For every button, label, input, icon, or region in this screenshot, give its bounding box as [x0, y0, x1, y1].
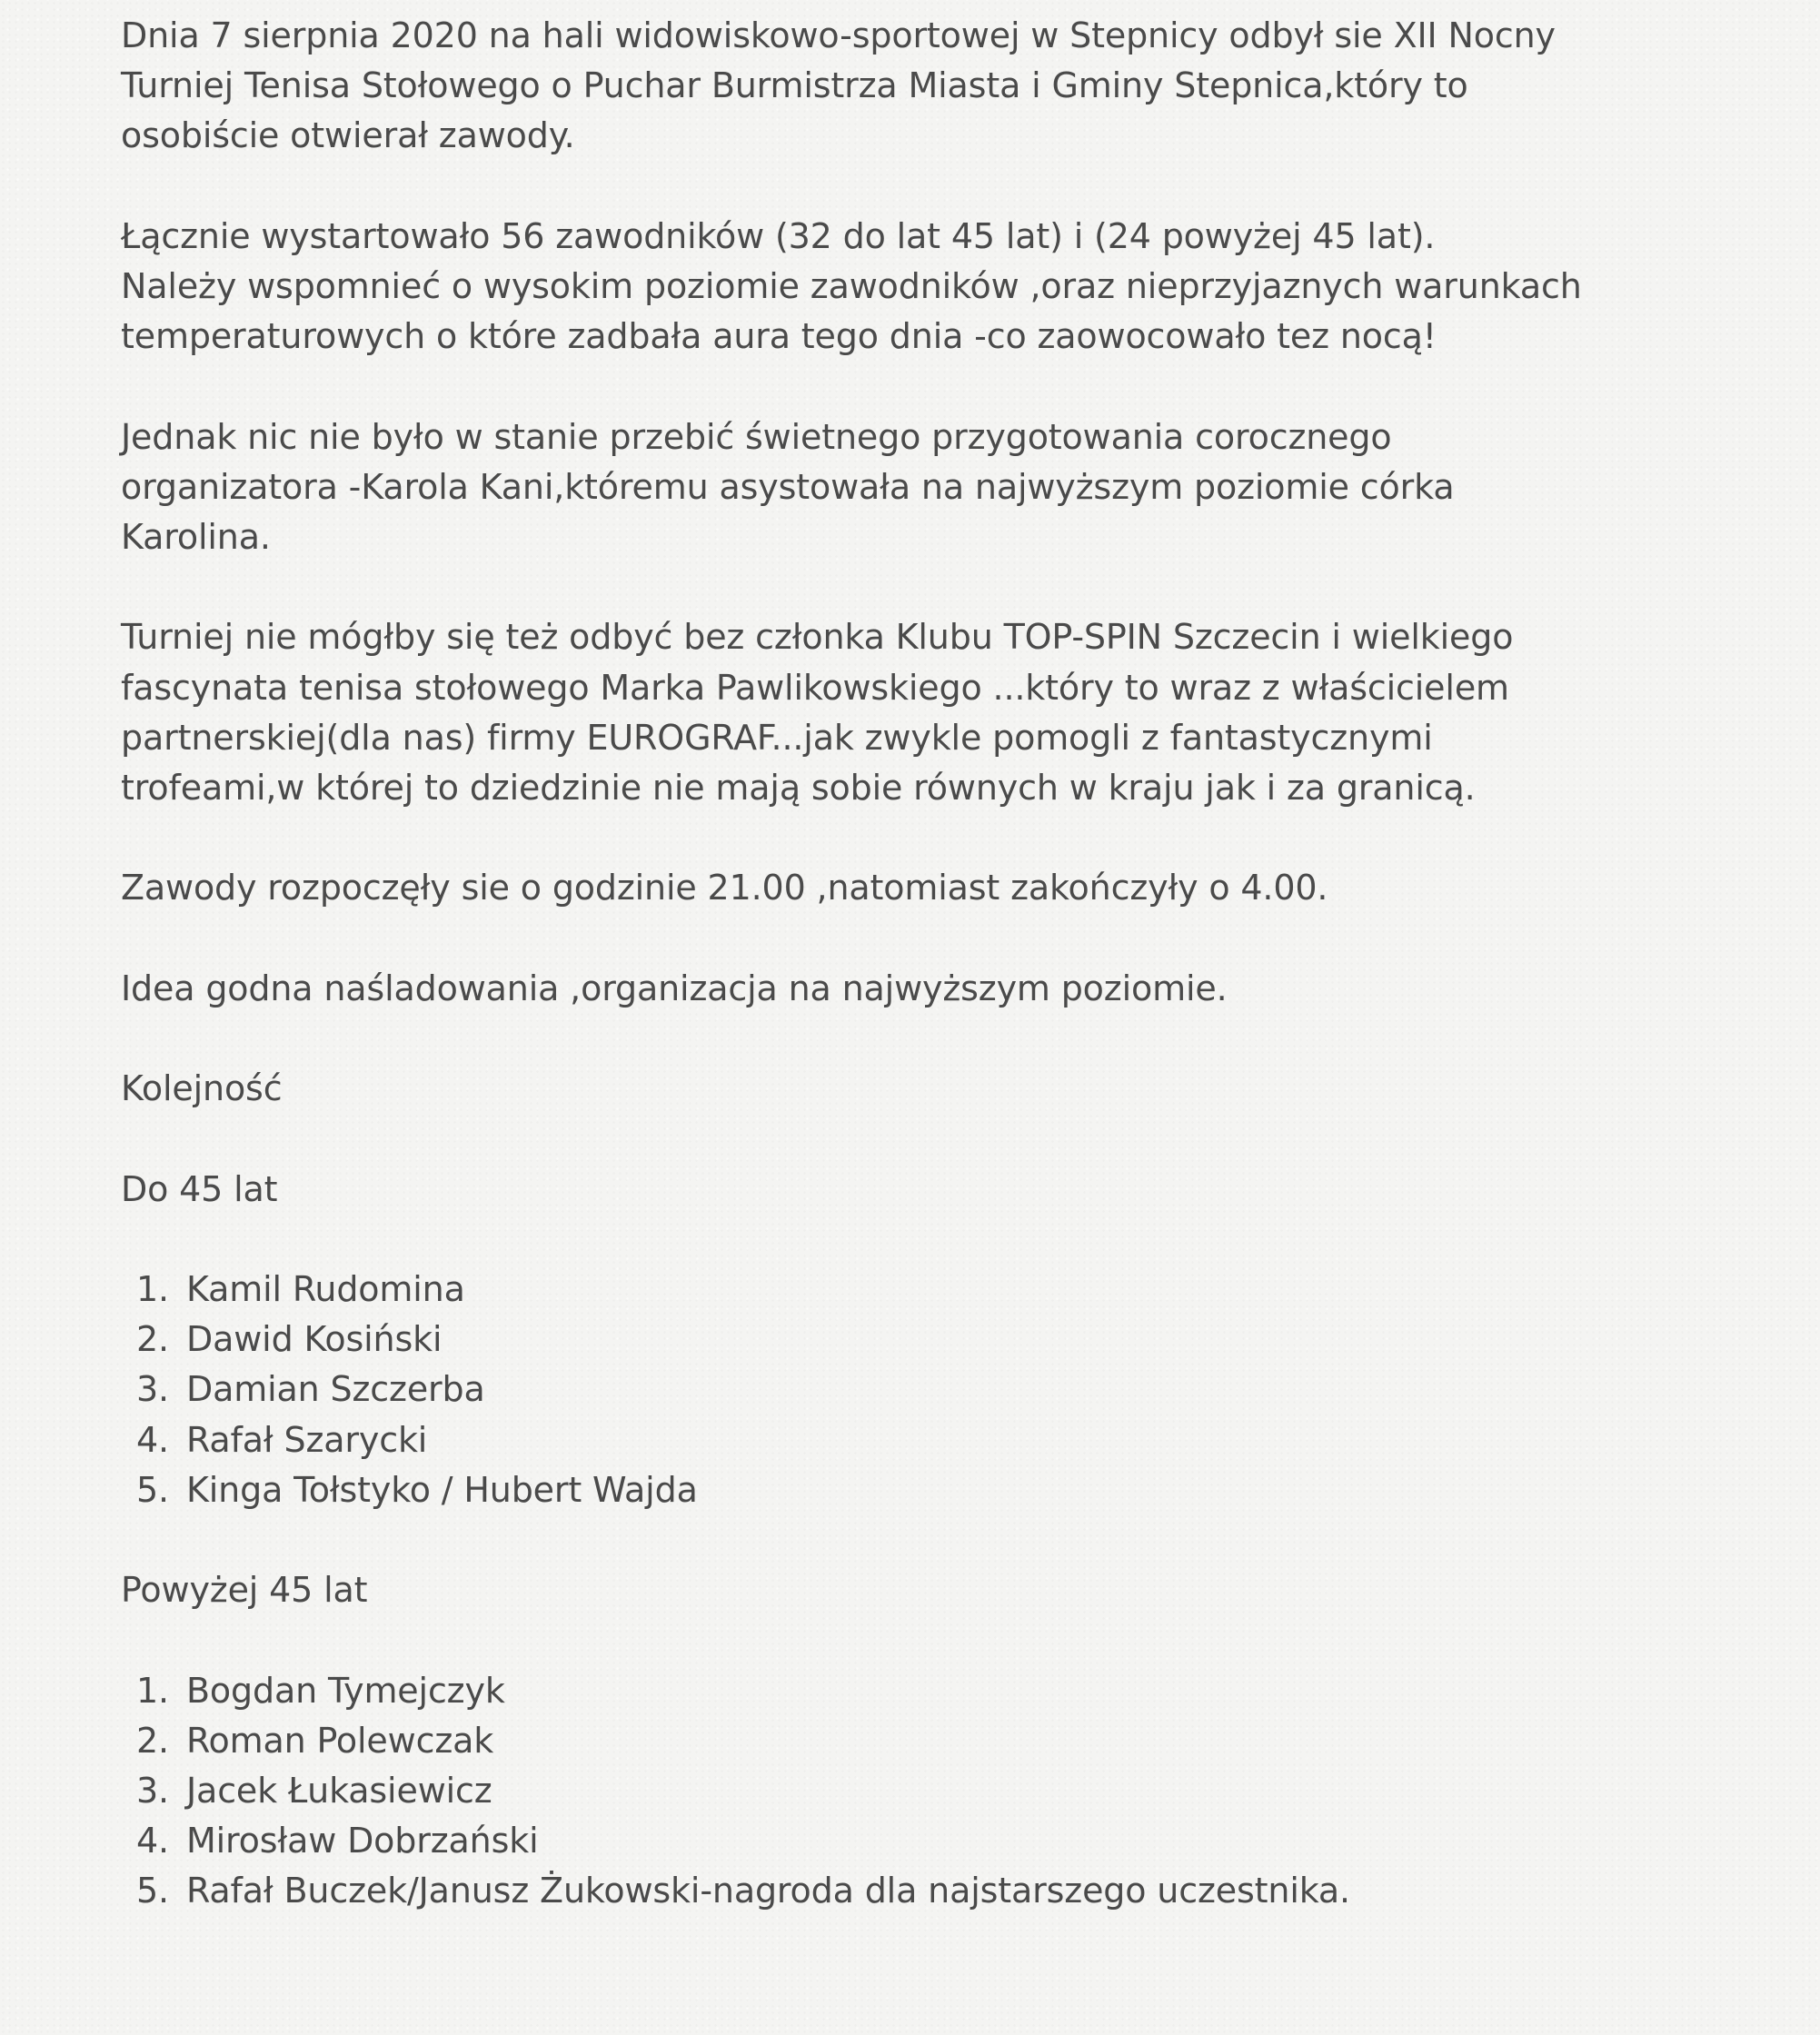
ranking-title: Kolejność: [121, 1068, 283, 1109]
list-item-number: 4.: [136, 1821, 169, 1861]
list-item: [121, 1415, 1611, 1465]
blank-line: [121, 914, 1611, 964]
list-item-name: Roman Polewczak: [186, 1720, 494, 1761]
blank-line: [121, 162, 1611, 212]
list-item-number: 3.: [136, 1369, 169, 1410]
list-item: [121, 1265, 1611, 1315]
note-body[interactable]: [121, 11, 1611, 1917]
list-item-name: Rafał Buczek/Janusz Żukowski-nagroda dla najstarszego uczestnika.: [186, 1871, 1350, 1911]
list-item: [121, 1315, 1611, 1365]
blank-line: [121, 813, 1611, 863]
blank-line: [121, 1215, 1611, 1265]
list-item-name: Bogdan Tymejczyk: [186, 1670, 505, 1711]
list-item-number: 5.: [136, 1871, 169, 1911]
list-item-number: 4.: [136, 1419, 169, 1460]
list-item: [121, 1816, 1611, 1866]
list-item: [121, 1365, 1611, 1415]
ranking-list-over-45: [121, 1666, 1611, 1917]
list-item-number: 1.: [136, 1268, 169, 1309]
paragraph-intro: Dnia 7 sierpnia 2020 na hali widowiskowo-sportowej w Stepnicy odbył sie XII Nocny Turniej Tenisa Stołowego o Puchar Burmistrza Miasta i Gminy Stepnica,który to osobiście otwierał zawody.: [121, 15, 1556, 156]
paragraph-organizer: Jednak nic nie było w stanie przebić świetnego przygotowania corocznego organizatora -Karola Kani,któremu asystowała na najwyższym poziomie córka Karolina.: [121, 416, 1455, 557]
list-item: [121, 1666, 1611, 1716]
list-item-number: 1.: [136, 1670, 169, 1711]
blank-line: [121, 562, 1611, 612]
list-item: [121, 1766, 1611, 1816]
blank-line: [121, 362, 1611, 412]
list-item-number: 3.: [136, 1770, 169, 1811]
paragraph-sponsors: Turniej nie mógłby się też odbyć bez członka Klubu TOP-SPIN Szczecin i wielkiego fascynata tenisa stołowego Marka Pawlikowskiego ...który to wraz z właścicielem partnerskiej(dla nas) firmy EUROGRAF...jak zwykle pomogli z fantastycznymi trofeami,w której to dziedzinie nie mają sobie równych w kraju jak i za granicą.: [121, 617, 1514, 808]
paragraph-participants: Łącznie wystartowało 56 zawodników (32 do lat 45 lat) i (24 powyżej 45 lat). Należy wspomnieć o wysokim poziomie zawodników ,oraz nieprzyjaznych warunkach temperaturowych o które zadbała aura tego dnia -co zaowocowało tez nocą!: [121, 215, 1582, 357]
list-item-name: Mirosław Dobrzański: [186, 1821, 539, 1861]
list-item-name: Rafał Szarycki: [186, 1419, 428, 1460]
blank-line: [121, 1515, 1611, 1565]
ranking-list-under-45: [121, 1265, 1611, 1515]
paragraph-schedule: Zawody rozpoczęły sie o godzinie 21.00 ,natomiast zakończyły o 4.00.: [121, 868, 1328, 908]
list-item-name: Dawid Kosiński: [186, 1319, 443, 1360]
list-item: [121, 1716, 1611, 1766]
list-item-name: Jacek Łukasiewicz: [186, 1770, 492, 1811]
group-title-over-45: Powyżej 45 lat: [121, 1570, 368, 1611]
paragraph-summary: Idea godna naśladowania ,organizacja na najwyższym poziomie.: [121, 968, 1228, 1008]
list-item-number: 2.: [136, 1319, 169, 1360]
list-item: [121, 1866, 1611, 1916]
list-item: [121, 1465, 1611, 1515]
list-item-number: 5.: [136, 1469, 169, 1510]
list-item-number: 2.: [136, 1720, 169, 1761]
list-item-name: Kinga Tołstyko / Hubert Wajda: [186, 1469, 698, 1510]
blank-line: [121, 1114, 1611, 1164]
list-item-name: Damian Szczerba: [186, 1369, 485, 1410]
list-item-name: Kamil Rudomina: [186, 1268, 465, 1309]
blank-line: [121, 1014, 1611, 1064]
group-title-under-45: Do 45 lat: [121, 1168, 278, 1209]
blank-line: [121, 1615, 1611, 1665]
